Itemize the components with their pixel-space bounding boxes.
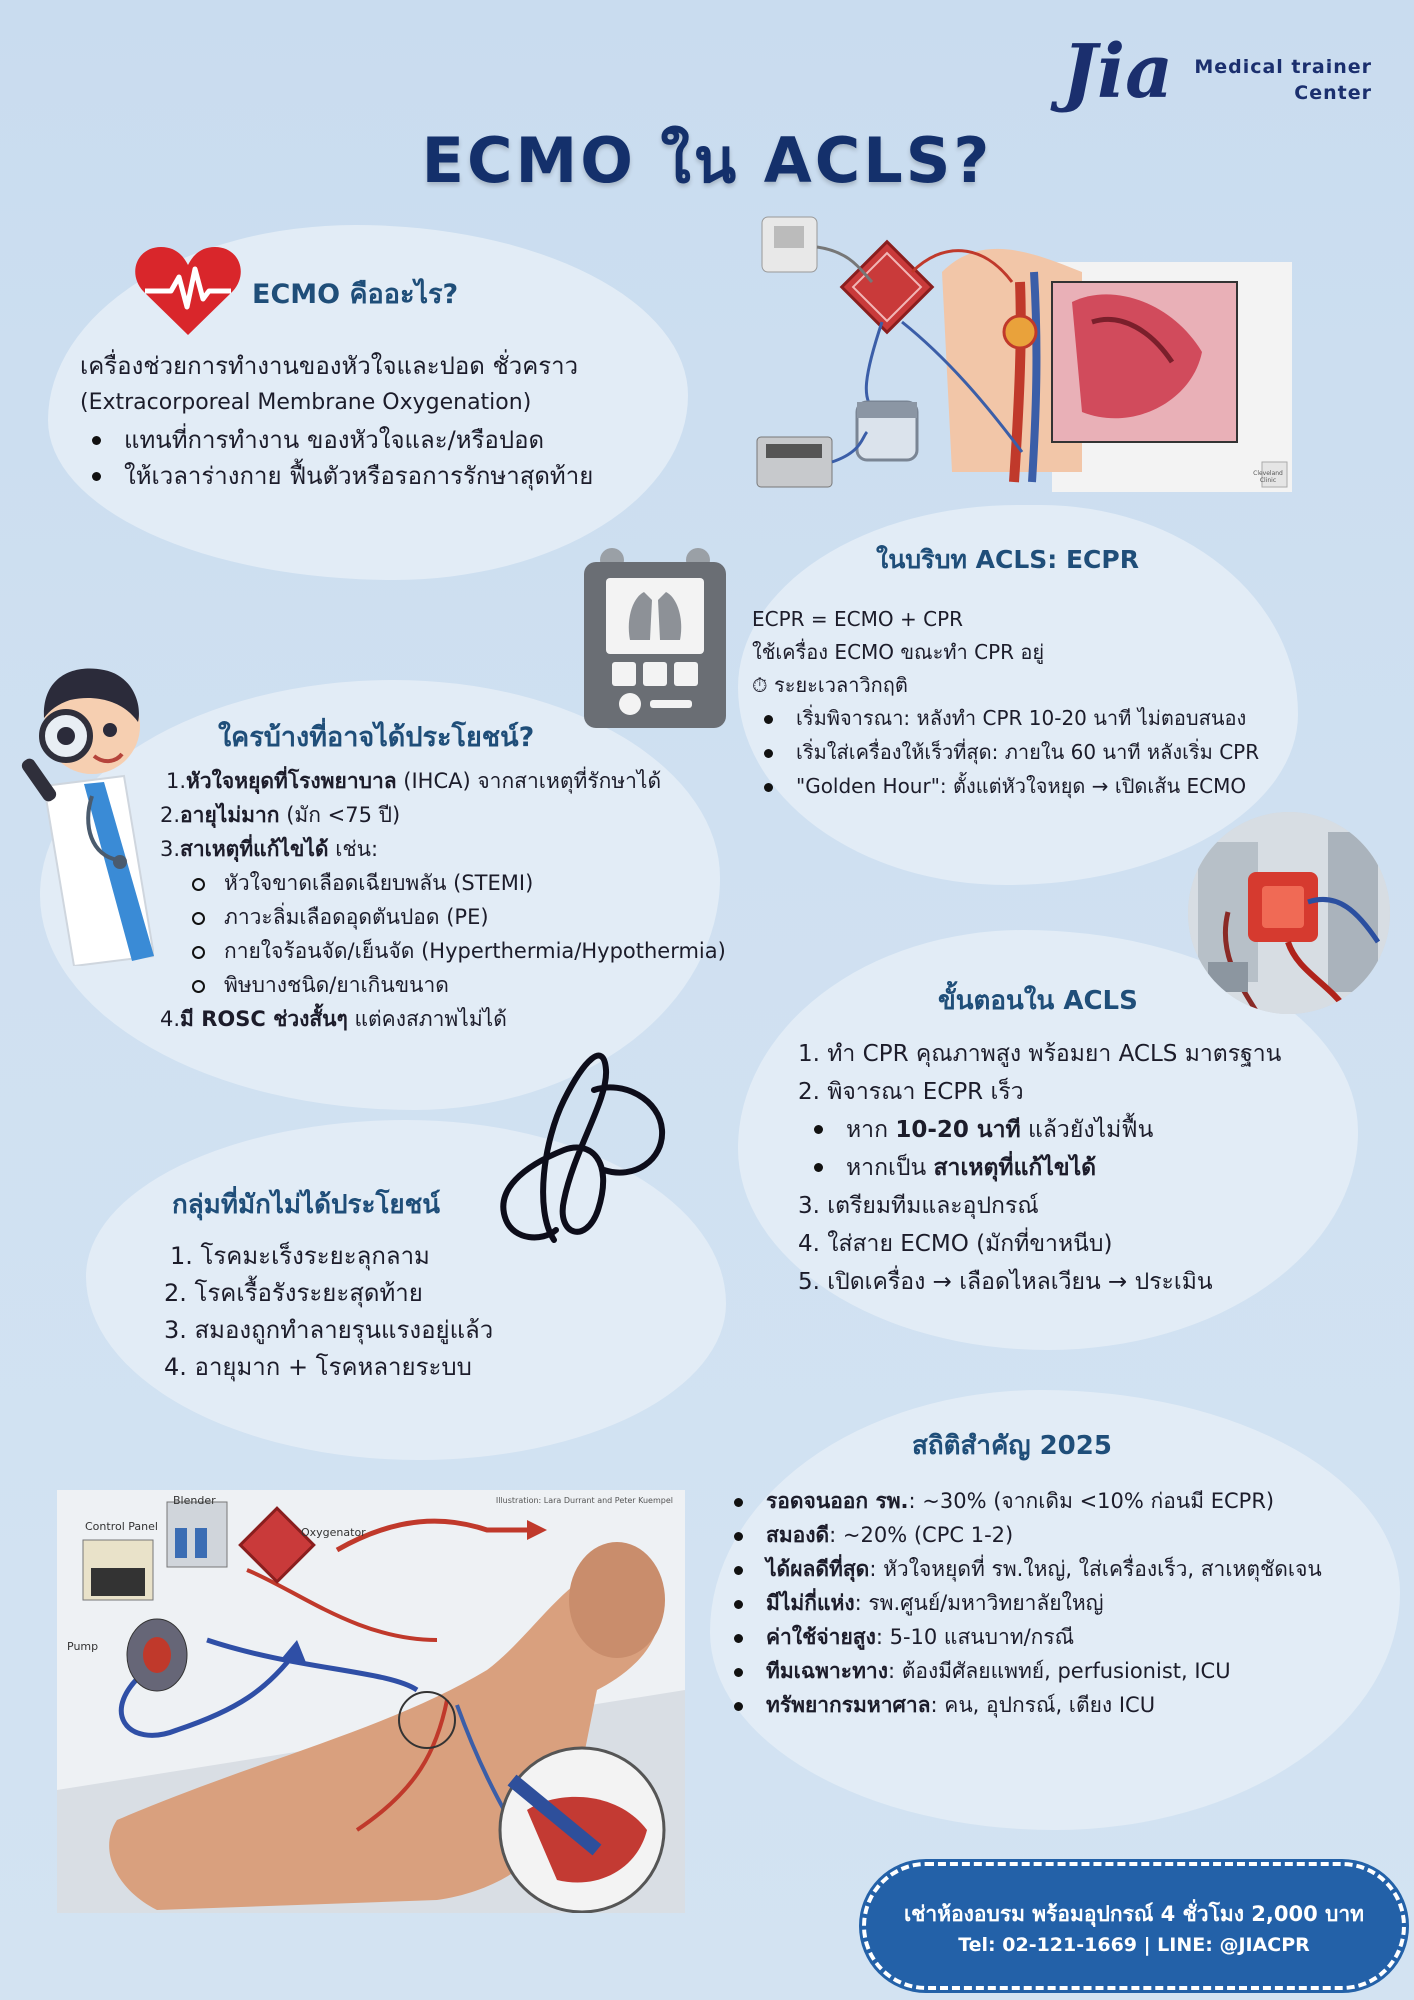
nobenefit-item: 3. สมองถูกทำลายรุนแรงอยู่แล้ว [164, 1316, 494, 1344]
ecmo-circuit-illustration [752, 212, 1292, 492]
label-oxygenator: Oxygenator [301, 1526, 366, 1539]
brand-logo [1062, 30, 1372, 120]
stats-row [722, 1484, 1322, 1518]
stats-row-value: : ~30% (จากเดิม <10% ก่อนมี ECPR) [908, 1489, 1275, 1513]
doctor-character [14, 656, 154, 966]
stats-row-label: สมองดี [766, 1523, 830, 1547]
step-2: 2. พิจารณา ECPR เร็ว [798, 1079, 1024, 1105]
stats-row-value: : ~20% (CPC 1-2) [829, 1523, 1014, 1547]
stats-row [722, 1620, 1322, 1654]
stats-row-value: : ต้องมีศัลยแพทย์, perfusionist, ICU [887, 1659, 1231, 1683]
label-control-panel: Control Panel [85, 1520, 158, 1533]
label-blender: Blender [173, 1494, 216, 1507]
page-title: ECMO ใน ACLS? [421, 124, 993, 197]
stats-row-label: ค่าใช้จ่ายสูง [766, 1625, 876, 1649]
what-bullet: แทนที่การทำงาน ของหัวใจและ/หรือปอด [80, 422, 593, 458]
step-bullet-bold: 10-20 นาที [895, 1117, 1021, 1143]
ecpr-bullet: "Golden Hour": ตั้งแต่หัวใจหยุด → เปิดเส้น ECMO [752, 769, 1259, 803]
contact-badge[interactable] [862, 1862, 1406, 1990]
benefit-list [160, 764, 726, 1036]
brand-logo-mark: Jia [1062, 29, 1174, 115]
benefit-item-1-rest: (IHCA) จากสาเหตุที่รักษาได้ [396, 769, 662, 793]
nobenefit-item: 2. โรคเรื้อรังระยะสุดท้าย [164, 1279, 423, 1307]
step-2-bullet-2 [802, 1149, 1281, 1187]
stats-row-label: ทรัพยากรมหาศาล [766, 1693, 931, 1717]
stats-row-value: : คน, อุปกรณ์, เตียง ICU [930, 1693, 1156, 1717]
label-pump: Pump [67, 1640, 99, 1653]
what-bullets [80, 422, 593, 494]
benefit-item-4-bold: มี ROSC ช่วงสั้นๆ [180, 1007, 348, 1031]
illus-credit: Illustration: Lara Durrant and Peter Kuempel [495, 1496, 673, 1505]
stats-row [722, 1688, 1322, 1722]
ecpr-heading: ในบริบท ACLS: ECPR [876, 545, 1139, 574]
nobenefit-list [164, 1238, 493, 1386]
ecpr-bullet: เริ่มใส่เครื่องให้เร็วที่สุด: ภายใน 60 นาที หลังเริ่ม CPR [752, 735, 1259, 769]
step-4: 4. ใส่สาย ECMO (มักที่ขาหนีบ) [798, 1231, 1113, 1257]
stats-row-value: : 5-10 แสนบาท/กรณี [875, 1625, 1075, 1649]
what-line1: เครื่องช่วยการทำงานของหัวใจและปอด ชั่วคราว [80, 352, 579, 380]
benefit-item-3-rest: เช่น: [328, 837, 379, 861]
ecmo-device-icon [582, 548, 728, 730]
nobenefit-heading: กลุ่มที่มักไม่ได้ประโยชน์ [172, 1190, 441, 1220]
benefit-sub-item: พิษบางชนิด/ยาเกินขนาด [180, 968, 726, 1002]
step-2-bullet-1 [802, 1111, 1281, 1149]
clinic-credit: Cleveland Clinic [1253, 470, 1283, 484]
benefit-item-2-rest: (มัก <75 ปี) [279, 803, 401, 827]
what-line2: (Extracorporeal Membrane Oxygenation) [80, 390, 532, 415]
nobenefit-item: 1. โรคมะเร็งระยะลุกลาม [170, 1242, 430, 1270]
benefit-sub-item: หัวใจขาดเลือดเฉียบพลัน (STEMI) [180, 866, 726, 900]
what-heading: ECMO คืออะไร? [252, 279, 459, 310]
stats-row-label: มีไม่กี่แห่ง [766, 1591, 855, 1615]
what-bullet: ให้เวลาร่างกาย ฟื้นตัวหรือรอการรักษาสุดท้าย [80, 458, 593, 494]
steps-heading: ขั้นตอนใน ACLS [938, 986, 1138, 1016]
ecpr-bullets [752, 701, 1259, 803]
stats-row-label: ทีมเฉพาะทาง [766, 1659, 888, 1683]
stats-row-label: รอดจนออก รพ. [766, 1489, 909, 1513]
stats-row-label: ได้ผลดีที่สุด [766, 1557, 870, 1581]
squiggle-decoration [494, 1030, 674, 1250]
benefit-sub-list [160, 866, 726, 1002]
ecpr-line3: ⏱ ระยะเวลาวิกฤติ [752, 673, 908, 697]
step-bullet-text: แล้วยังไม่ฟื้น [1020, 1117, 1154, 1143]
step-bullet-text: หากเป็น [846, 1155, 934, 1181]
brand-line1: Medical trainer [1194, 56, 1372, 78]
stats-row-value: : รพ.ศูนย์/มหาวิทยาลัยใหญ่ [854, 1591, 1104, 1615]
benefit-item-1-bold: หัวใจหยุดที่โรงพยาบาล [186, 769, 397, 793]
ecmo-machine-photo [1188, 812, 1390, 1014]
benefit-sub-item: กายใจร้อนจัด/เย็นจัด (Hyperthermia/Hypothermia) [180, 934, 726, 968]
stats-row-value: : หัวใจหยุดที่ รพ.ใหญ่, ใส่เครื่องเร็ว, สาเหตุชัดเจน [869, 1557, 1322, 1581]
stats-list [722, 1484, 1322, 1722]
steps-list [798, 1035, 1281, 1301]
stats-row [722, 1518, 1322, 1552]
step-3: 3. เตรียมทีมและอุปกรณ์ [798, 1193, 1039, 1219]
benefit-item-2-bold: อายุไม่มาก [180, 803, 280, 827]
benefit-item-3-bold: สาเหตุที่แก้ไขได้ [180, 837, 329, 861]
contact-line2[interactable]: Tel: 02-121-1669 | LINE: @JIACPR [958, 1934, 1310, 1956]
nobenefit-item: 4. อายุมาก + โรคหลายระบบ [164, 1353, 472, 1381]
step-2-bullets [798, 1111, 1281, 1187]
contact-line1: เช่าห้องอบรม พร้อมอุปกรณ์ 4 ชั่วโมง 2,000 บาท [904, 1902, 1364, 1926]
ecpr-line1: ECPR = ECMO + CPR [752, 607, 964, 631]
benefit-item-4-rest: แต่คงสภาพไม่ได้ [347, 1007, 507, 1031]
ecpr-bullet: เริ่มพิจารณา: หลังทำ CPR 10-20 นาที ไม่ตอบสนอง [752, 701, 1259, 735]
brand-line2: Center [1294, 82, 1372, 104]
step-5: 5. เปิดเครื่อง → เลือดไหลเวียน → ประเมิน [798, 1269, 1213, 1295]
step-1: 1. ทำ CPR คุณภาพสูง พร้อมยา ACLS มาตรฐาน [798, 1041, 1282, 1067]
ecpr-line2: ใช้เครื่อง ECMO ขณะทำ CPR อยู่ [752, 640, 1045, 664]
step-bullet-text: หาก [846, 1117, 896, 1143]
heart-icon [133, 243, 243, 338]
patient-ecmo-illustration [57, 1490, 685, 1913]
stats-row [722, 1654, 1322, 1688]
stats-heading: สถิติสำคัญ 2025 [912, 1431, 1112, 1461]
stats-row [722, 1552, 1322, 1586]
benefit-item-4: 4.มี ROSC ช่วงสั้นๆ แต่คงสภาพไม่ได้ [160, 1007, 507, 1031]
benefit-item-3: 3.สาเหตุที่แก้ไขได้ เช่น: [160, 837, 379, 861]
step-bullet-bold: สาเหตุที่แก้ไขได้ [933, 1155, 1097, 1181]
benefit-item-2: 2.อายุไม่มาก (มัก <75 ปี) [160, 803, 401, 827]
stats-row [722, 1586, 1322, 1620]
benefit-item-1: 1.หัวใจหยุดที่โรงพยาบาล (IHCA) จากสาเหตุที่รักษาได้ [166, 769, 662, 793]
benefit-sub-item: ภาวะลิ่มเลือดอุดตันปอด (PE) [180, 900, 726, 934]
benefit-heading: ใครบ้างที่อาจได้ประโยชน์? [218, 722, 535, 753]
